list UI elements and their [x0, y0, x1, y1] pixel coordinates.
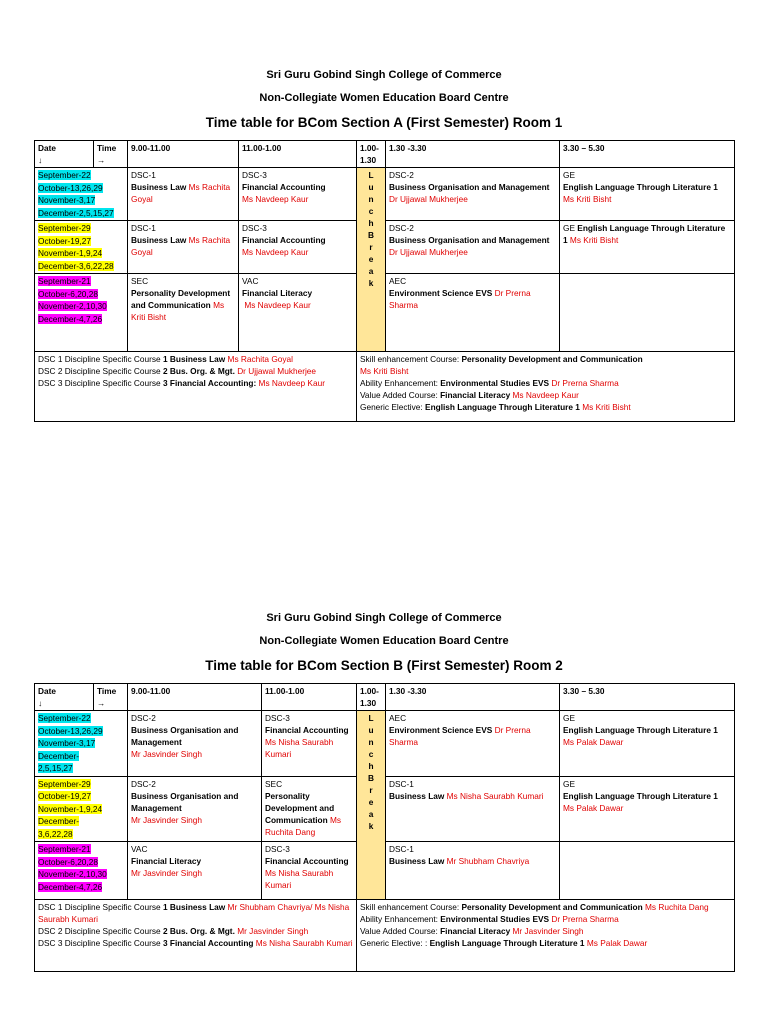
course-legend-right: [357, 352, 735, 422]
class-cell: GE English Language Through Literature 1 Ms Palak Dawar: [560, 776, 735, 842]
college-name: Sri Guru Gobind Singh College of Commerce: [266, 612, 502, 624]
section-a-title: Time table for BCom Section A (First Semester) Room 1: [205, 115, 563, 130]
date-header: Date ↓: [35, 141, 94, 168]
table-row: [35, 168, 735, 221]
class-cell: DSC-2 Business Organisation and Management Dr Ujjawal Mukherjee: [386, 168, 560, 221]
course-legend-left: [35, 900, 357, 972]
legend-line: DSC 1 Discipline Specific Course 1 Business Law Ms Rachita Goyal: [38, 354, 294, 364]
date-cell: September-29 October-19,27 November-1,9,24 December-3,6,22,28: [35, 221, 128, 274]
class-cell: DSC-3 Financial Accounting Ms Navdeep Kaur: [239, 221, 357, 274]
class-cell: SEC Personality Development and Communication Ms Kriti Bisht: [128, 274, 239, 352]
lunch-break-cell: L u n c h B r e a k: [357, 711, 386, 900]
class-cell: AEC Environment Science EVS Dr Prerna Sharma: [386, 274, 560, 352]
class-cell: DSC-2 Business Organisation and Management Mr Jasvinder Singh: [128, 776, 262, 842]
legend-line: DSC 2 Discipline Specific Course 2 Bus. Org. & Mgt. Dr Ujjawal Mukherjee: [38, 366, 317, 376]
section-b-title: Time table for BCom Section B (First Semester) Room 2: [205, 658, 563, 673]
header-row: [35, 141, 735, 168]
class-cell: DSC-1 Business Law Mr Shubham Chavriya: [386, 842, 560, 900]
legend-row: [35, 900, 735, 972]
class-cell: DSC-1 Business Law Ms Nisha Saurabh Kumari: [386, 776, 560, 842]
slot-3-header: 1.30 -3.30: [386, 141, 560, 168]
slot-3-header: 1.30 -3.30: [386, 684, 560, 711]
class-cell: SEC Personality Development and Communication Ms Ruchita Dang: [262, 776, 357, 842]
class-cell: AEC Environment Science EVS Dr Prerna Sharma: [386, 711, 560, 777]
class-cell: VAC Financial Literacy Mr Jasvinder Singh: [128, 842, 262, 900]
centre-name: Non-Collegiate Women Education Board Centre: [259, 635, 509, 647]
class-cell: GE English Language Through Literature 1 Ms Kriti Bisht: [560, 221, 735, 274]
legend-line: Value Added Course: Financial Literacy Mr Jasvinder Singh: [360, 926, 584, 936]
centre-name: Non-Collegiate Women Education Board Centre: [259, 92, 509, 104]
slot-4-header: 3.30 – 5.30: [560, 684, 735, 711]
date-cell: September-21 October-6,20,28 November-2,10,30 December-4,7,26: [35, 842, 128, 900]
class-cell: GE English Language Through Literature 1 Ms Palak Dawar: [560, 711, 735, 777]
class-cell: DSC-3 Financial Accounting Ms Nisha Saurabh Kumari: [262, 711, 357, 777]
legend-line: Generic Elective: English Language Through Literature 1 Ms Kriti Bisht: [360, 402, 631, 412]
table-row: [35, 711, 735, 777]
legend-line: Ability Enhancement: Environmental Studies EVS Dr Prerna Sharma: [360, 378, 619, 388]
empty-cell: [560, 274, 735, 352]
class-cell: GE English Language Through Literature 1 Ms Kriti Bisht: [560, 168, 735, 221]
date-cell: September-29 October-19,27 November-1,9,24 December- 3,6,22,28: [35, 776, 128, 842]
legend-line: DSC 2 Discipline Specific Course 2 Bus. Org. & Mgt. Mr Jasvinder Singh: [38, 926, 309, 936]
class-cell: DSC-1 Business Law Ms Rachita Goyal: [128, 168, 239, 221]
date-cell: September-22 October-13,26,29 November-3,17 December-2,5,15,27: [35, 168, 128, 221]
lunch-break-cell: L u n c h B r e a k: [357, 168, 386, 352]
date-header: Date ↓: [35, 684, 94, 711]
date-cell: September-22 October-13,26,29 November-3,17 December- 2,5,15,27: [35, 711, 128, 777]
class-cell: VAC Financial Literacy Ms Navdeep Kaur: [239, 274, 357, 352]
college-name: Sri Guru Gobind Singh College of Commerce: [266, 69, 502, 81]
lunch-time-header: 1.00- 1.30: [357, 141, 386, 168]
class-cell: DSC-2 Business Organisation and Management Mr Jasvinder Singh: [128, 711, 262, 777]
timetable-section-a: [34, 64, 734, 422]
legend-row: [35, 352, 735, 422]
legend-line: Skill enhancement Course: Personality Development and Communication Ms Kriti Bisht: [360, 354, 643, 376]
slot-2-header: 11.00-1.00: [262, 684, 357, 711]
empty-cell: [560, 842, 735, 900]
slot-1-header: 9.00-11.00: [128, 684, 262, 711]
timetable-a: [34, 140, 735, 422]
class-cell: DSC-3 Financial Accounting Ms Navdeep Kaur: [239, 168, 357, 221]
lunch-time-header: 1.00- 1.30: [357, 684, 386, 711]
timetable-section-b: [34, 607, 734, 972]
time-header: Time →: [94, 141, 128, 168]
legend-line: DSC 1 Discipline Specific Course 1 Business Law Mr Shubham Chavriya/ Ms Nisha Saurabh Kumari: [38, 902, 350, 924]
legend-line: Generic Elective: : English Language Through Literature 1 Ms Palak Dawar: [360, 938, 648, 948]
legend-line: DSC 3 Discipline Specific Course 3 Financial Accounting Ms Nisha Saurabh Kumari: [38, 938, 353, 948]
class-cell: DSC-3 Financial Accounting Ms Nisha Saurabh Kumari: [262, 842, 357, 900]
header-row: [35, 684, 735, 711]
legend-line: Skill enhancement Course: Personality Development and Communication Ms Ruchita Dang: [360, 902, 709, 912]
class-cell: DSC-1 Business Law Ms Rachita Goyal: [128, 221, 239, 274]
course-legend-left: [35, 352, 357, 422]
legend-line: DSC 3 Discipline Specific Course 3 Financial Accounting: Ms Navdeep Kaur: [38, 378, 325, 388]
slot-2-header: 11.00-1.00: [239, 141, 357, 168]
course-legend-right: [357, 900, 735, 972]
time-header: Time →: [94, 684, 128, 711]
class-cell: DSC-2 Business Organisation and Management Dr Ujjawal Mukherjee: [386, 221, 560, 274]
date-cell: September-21 October-6,20,28 November-2,10,30 December-4,7,26: [35, 274, 128, 352]
slot-4-header: 3.30 – 5.30: [560, 141, 735, 168]
legend-line: Ability Enhancement: Environmental Studies EVS Dr Prerna Sharma: [360, 914, 619, 924]
legend-line: Value Added Course: Financial Literacy Ms Navdeep Kaur: [360, 390, 579, 400]
timetable-b: [34, 683, 735, 972]
slot-1-header: 9.00-11.00: [128, 141, 239, 168]
